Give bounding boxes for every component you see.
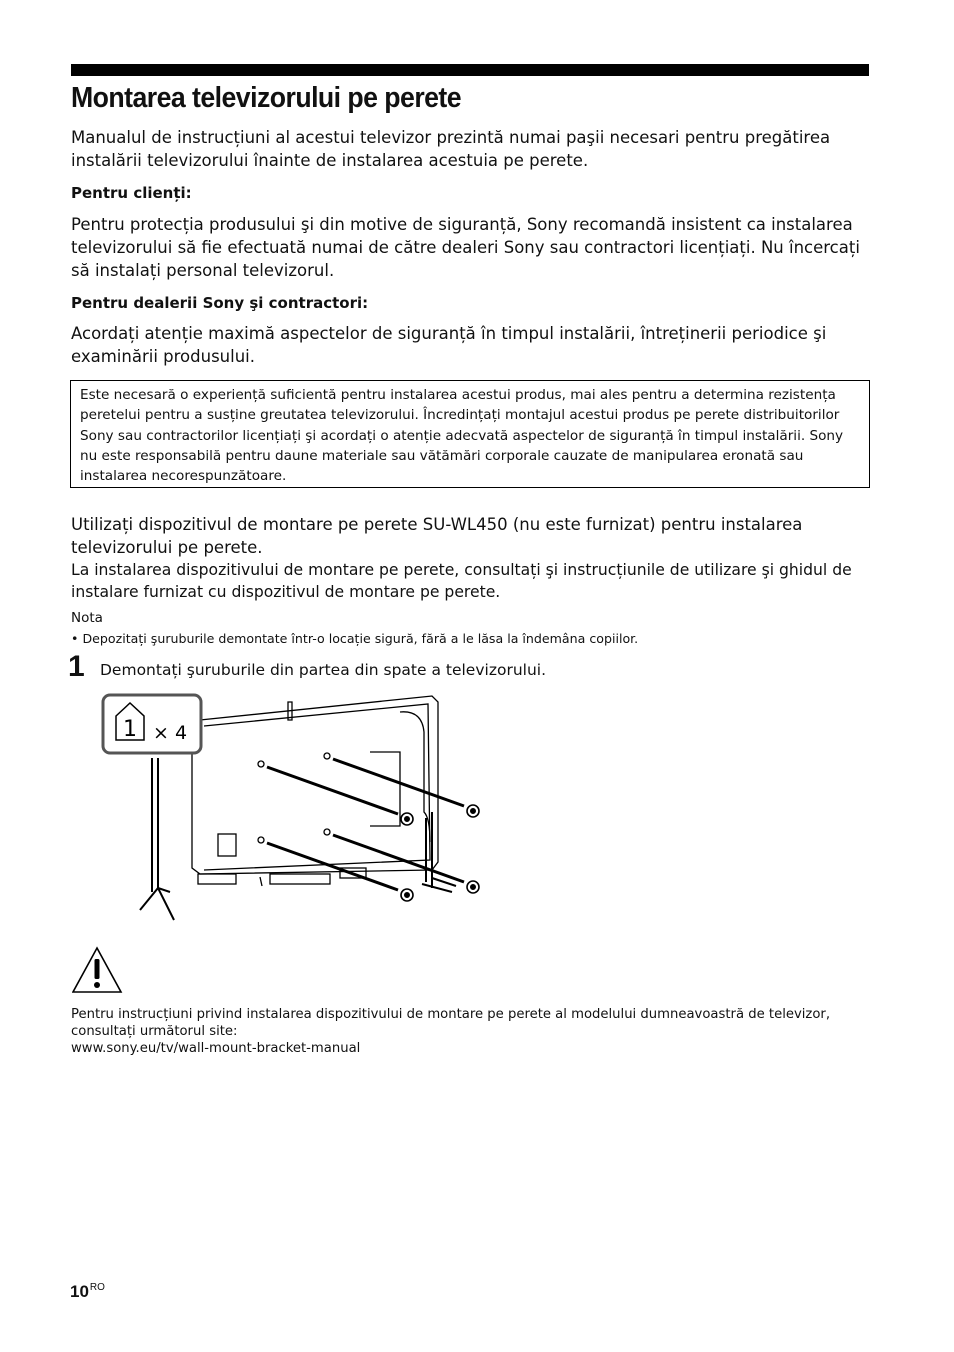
bracket-instructions: La instalarea dispozitivului de montare pe perete, consultați şi instrucțiunile de utilizare şi ghidul de instalare furnizat cu dispozitivul de montare pe perete. [71, 561, 852, 601]
dealers-paragraph: Acordați atenție maximă aspectelor de siguranță în timpul instalării, întreținerii periodice şi examinării produsului. [71, 324, 827, 366]
page-number-value: 10 [70, 1282, 89, 1301]
footer-text: Pentru instrucțiuni privind instalarea dispozitivului de montare pe perete al modelului dumneavoastră de televizor, consultați următorul site: [71, 1007, 831, 1039]
tv-screw-removal-illustration [100, 692, 490, 928]
footer-note [71, 1006, 871, 1057]
intro-paragraph: Manualul de instrucțiuni al acestui televizor prezintă numai paşii necesari pentru pregătirea instalării televizorului înainte de instalarea acestuia pe perete. [71, 128, 831, 170]
bullet-icon: • [71, 631, 83, 646]
tv-back-panel [192, 696, 438, 886]
callout-box [103, 695, 201, 753]
callout-number: 1 [123, 717, 137, 742]
bracket-paragraph: Utilizați dispozitivul de montare pe perete SU-WL450 (nu este furnizat) pentru instalarea televizorului pe perete. [71, 515, 803, 557]
footer-url: www.sony.eu/tv/wall-mount-bracket-manual [71, 1041, 361, 1056]
note-label: Nota [71, 610, 103, 626]
note-item [71, 631, 638, 646]
callout-quantity: × 4 [153, 722, 188, 744]
dealers-heading: Pentru dealerii Sony şi contractori: [71, 294, 369, 312]
tv-stand-right [422, 812, 456, 892]
tv-stand-left [140, 758, 174, 920]
page-title: Montarea televizorului pe perete [71, 82, 462, 114]
customers-paragraph: Pentru protecția produsului şi din motive de siguranță, Sony recomandă insistent ca instalarea televizorului să fie efectuată numai de către dealeri Sony sau contractori licențiați. Nu încercați să instalați personal televizorul. [71, 215, 860, 280]
note-item-text: Depozitați şuruburile demontate într-o locație sigură, fără a le lăsa la îndemâna copiilor. [82, 631, 639, 646]
step-text: Demontați şuruburile din partea din spate a televizorului. [100, 661, 547, 679]
header-rule [71, 64, 869, 76]
step-number: 1 [68, 650, 85, 683]
screws [401, 805, 479, 901]
customers-heading: Pentru clienți: [71, 184, 192, 202]
warning-icon [72, 946, 124, 994]
notice-box: Este necesară o experiență suficientă pentru instalarea acestui produs, mai ales pentru a determina rezistența peretelui pentru a susține greutatea televizorului. Încredințați montajul acestui produs pe perete distribuitorilor Sony sau contractorilor licențiați şi acordați o atenție adecvată aspectelor de siguranță în timpul instalării. Sony nu este responsabilă pentru daune materiale sau vătămări corporale cauzate de manipularea eronată sau instalarea necorespunzătoare. [70, 380, 870, 488]
page-language: RO [89, 1282, 105, 1293]
page-number [70, 1282, 105, 1302]
